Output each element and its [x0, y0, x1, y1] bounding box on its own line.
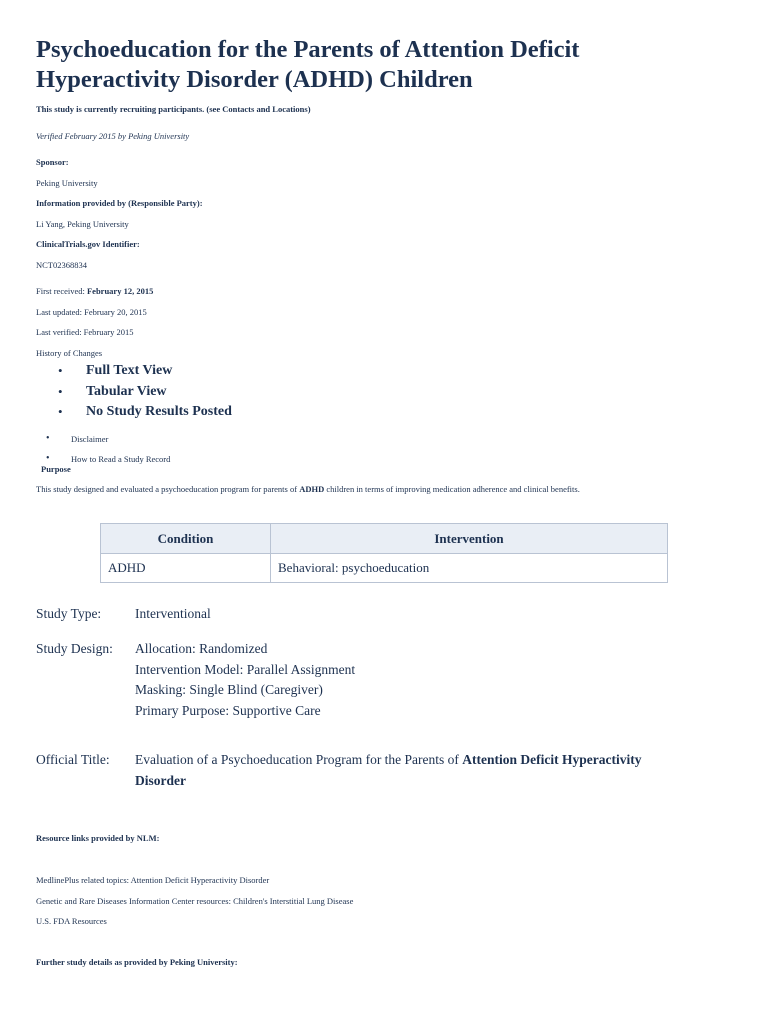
table-header-row: [101, 524, 668, 554]
last-verified: Last verified: February 2015: [36, 327, 134, 337]
page-title: Psychoeducation for the Parents of Attention Deficit Hyperactivity Disorder (ADHD) Children: [36, 36, 580, 93]
purpose-heading: Purpose: [41, 464, 71, 474]
first-received-date: February 12, 2015: [86, 286, 154, 296]
condition-header: Condition: [101, 524, 271, 554]
intervention-model-line: Intervention Model: Parallel Assignment: [135, 661, 356, 677]
view-links: [58, 361, 232, 423]
primary-purpose-line: Primary Purpose: Supportive Care: [135, 702, 321, 718]
conditions-table: [100, 523, 668, 583]
no-study-results-link[interactable]: • No Study Results Posted: [58, 402, 232, 423]
resource-links-heading: Resource links provided by NLM:: [36, 833, 160, 843]
identifier-value: NCT02368834: [36, 260, 87, 270]
further-details-heading: Further study details as provided by Peking University:: [36, 957, 238, 967]
study-type-value: Interventional: [135, 606, 211, 621]
sponsor-label: Sponsor:: [36, 157, 69, 167]
full-text-view-link[interactable]: • Full Text View: [58, 361, 232, 382]
official-title-label: Official Title:: [36, 752, 110, 767]
help-links: [46, 429, 170, 469]
purpose-text-start: This study designed and evaluated a psychoeducation program for parents of: [36, 484, 298, 494]
official-title-bold-1: Attention Deficit Hyperactivity: [462, 752, 642, 767]
study-design-label: Study Design:: [36, 641, 113, 656]
verified-line: Verified February 2015 by Peking University: [36, 131, 190, 141]
first-received-label: First received:: [36, 286, 85, 296]
last-updated: Last updated: February 20, 2015: [36, 307, 147, 317]
condition-cell: ADHD: [101, 554, 271, 583]
medlineplus-link[interactable]: MedlinePlus related topics: Attention Deficit Hyperactivity Disorder: [36, 875, 270, 885]
gard-link[interactable]: Genetic and Rare Diseases Information Center resources: Children's Interstitial Lung Disease: [36, 896, 354, 906]
first-received: [36, 286, 153, 297]
disclaimer-link[interactable]: • Disclaimer: [46, 429, 170, 449]
fda-resources-link[interactable]: U.S. FDA Resources: [36, 916, 107, 926]
purpose-text-adhd: ADHD: [299, 484, 325, 494]
sponsor-value: Peking University: [36, 178, 98, 188]
purpose-text: [36, 484, 580, 495]
tabular-view-link[interactable]: • Tabular View: [58, 382, 232, 403]
official-title-value: [135, 750, 715, 791]
history-of-changes-link[interactable]: History of Changes: [36, 348, 103, 358]
recruiting-notice: This study is currently recruiting participants. (see Contacts and Locations): [36, 104, 311, 114]
official-title-plain: Evaluation of a Psychoeducation Program for the Parents of: [135, 752, 459, 767]
intervention-cell: Behavioral: psychoeducation: [271, 554, 668, 583]
purpose-text-end: children in terms of improving medication adherence and clinical benefits.: [326, 484, 580, 494]
how-to-read-link[interactable]: • How to Read a Study Record: [46, 449, 170, 469]
info-provided-value: Li Yang, Peking University: [36, 219, 129, 229]
identifier-label: ClinicalTrials.gov Identifier:: [36, 239, 140, 249]
allocation-line: Allocation: Randomized: [135, 641, 268, 656]
intervention-header: Intervention: [271, 524, 668, 554]
info-provided-label: Information provided by (Responsible Party):: [36, 198, 203, 208]
study-design-values: [135, 639, 715, 721]
table-row: [101, 554, 668, 583]
study-type-label: Study Type:: [36, 606, 102, 621]
official-title-bold-2: Disorder: [135, 772, 186, 788]
masking-line: Masking: Single Blind (Caregiver): [135, 682, 323, 697]
